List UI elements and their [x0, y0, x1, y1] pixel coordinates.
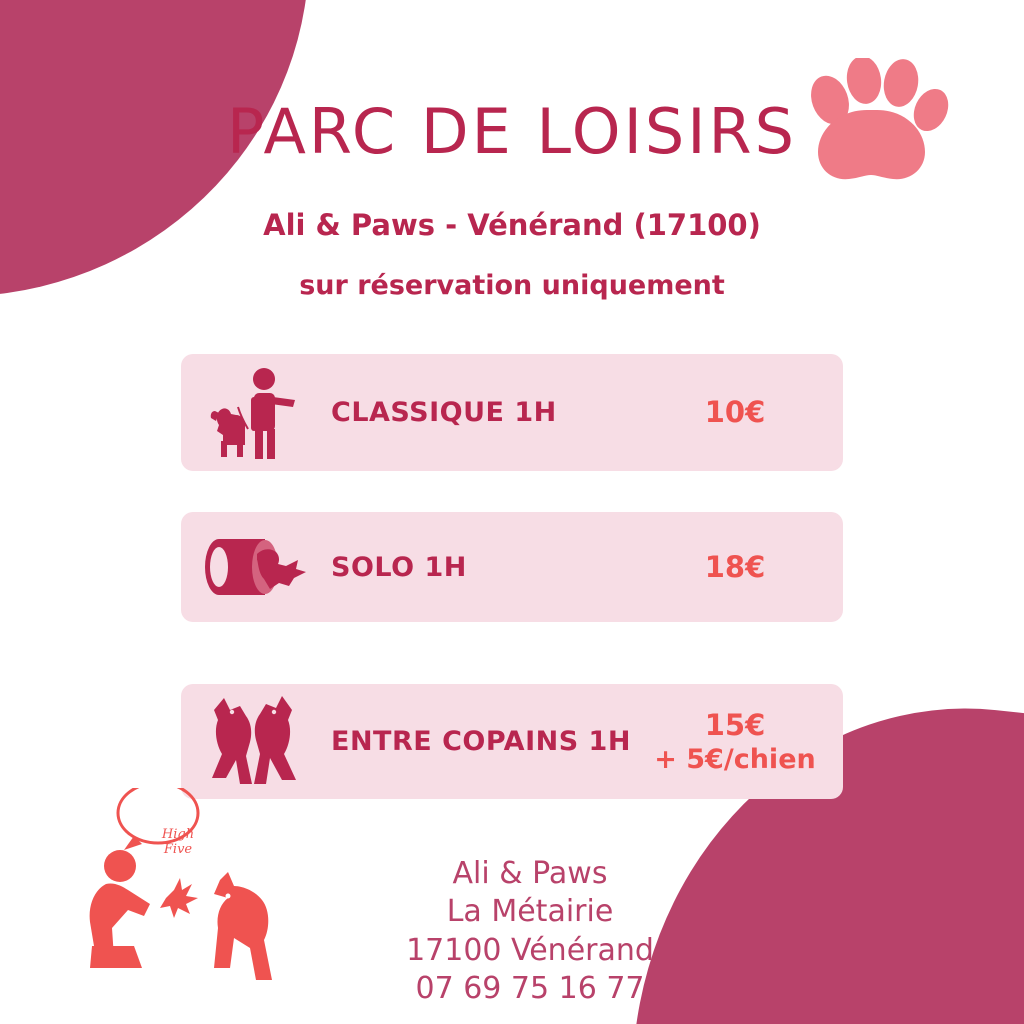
- offer-price-value: 18€: [704, 549, 766, 584]
- contact-line: Ali & Paws: [452, 856, 608, 891]
- offer-row: [181, 684, 843, 799]
- location-subtitle: Ali & Paws - Vénérand (17100): [263, 208, 761, 242]
- offer-label: CLASSIQUE 1H: [331, 397, 557, 428]
- contact-phone: 07 69 75 16 77: [415, 971, 645, 1007]
- page-title: PARC DE LOISIRS: [227, 95, 797, 168]
- paw-print-icon: [802, 58, 952, 188]
- offer-price: [635, 549, 843, 585]
- offer-price-value: 15€: [704, 707, 766, 742]
- offer-price-extra: + 5€/chien: [654, 743, 816, 775]
- offer-price-value: 10€: [704, 395, 766, 430]
- offer-label: ENTRE COPAINS 1H: [331, 726, 631, 757]
- booking-note: sur réservation uniquement: [299, 270, 725, 301]
- offer-price: [635, 394, 843, 430]
- speech-bubble-text: High Five: [161, 827, 195, 857]
- person-high-five-dog-icon: [70, 788, 300, 998]
- person-with-dog-icon: [181, 354, 331, 471]
- offer-row: [181, 354, 843, 471]
- two-dogs-playing-icon: [181, 684, 331, 799]
- offer-label: SOLO 1H: [331, 551, 467, 583]
- contact-line: La Métairie: [446, 894, 614, 930]
- dog-tunnel-icon: [181, 512, 331, 622]
- contact-info: [300, 855, 760, 1009]
- contact-line: 17100 Vénérand: [406, 932, 654, 968]
- offer-price: [635, 707, 843, 777]
- offer-row: [181, 512, 843, 622]
